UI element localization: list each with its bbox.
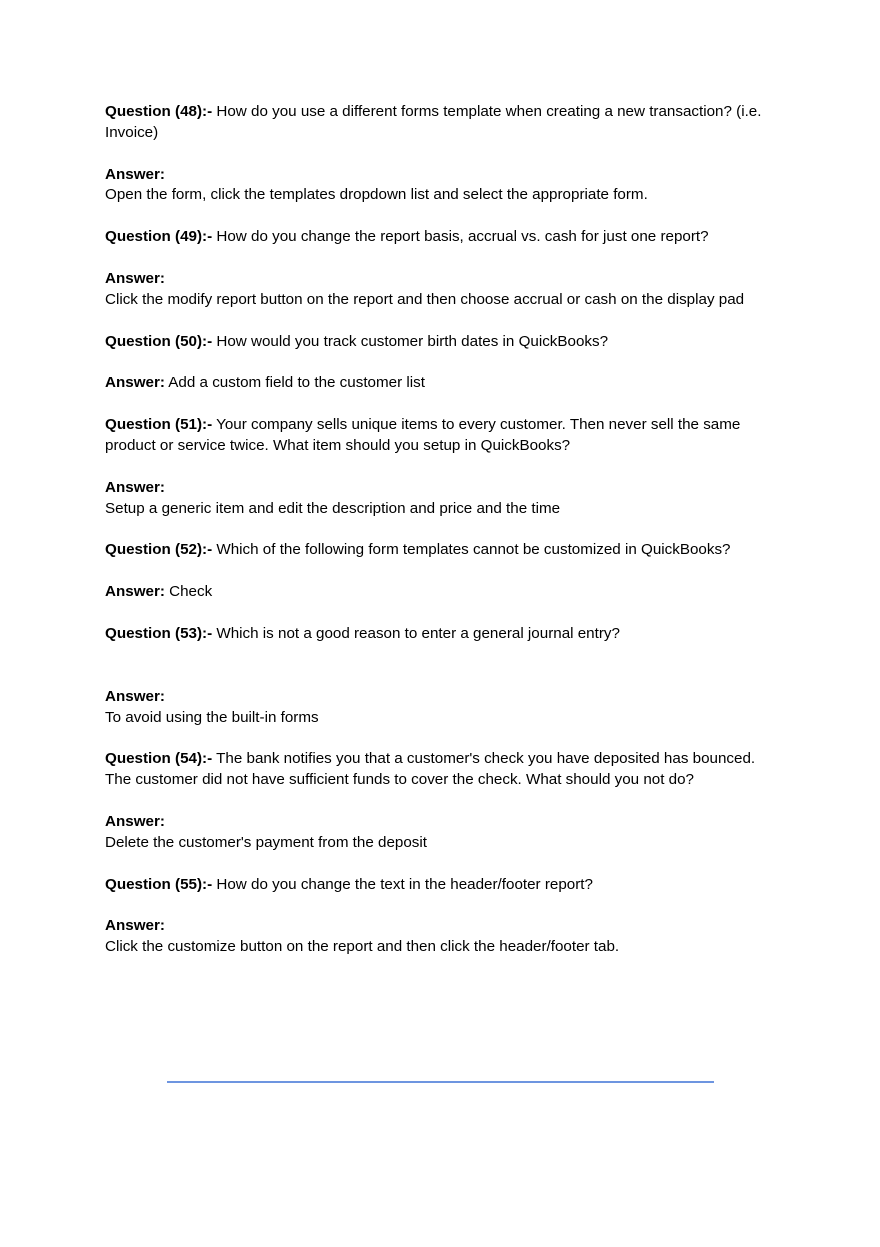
question-text: How do you change the text in the header/footer report?	[212, 875, 593, 893]
question-text: Which is not a good reason to enter a general journal entry?	[212, 624, 620, 642]
question-54	[105, 749, 785, 791]
question-label: Question (54):-	[105, 750, 213, 768]
answer-text: To avoid using the built-in forms	[105, 708, 319, 726]
question-text: How would you track customer birth dates in QuickBooks?	[212, 332, 609, 350]
question-text: Your company sells unique items to every customer. Then never sell the same product or service twice. What item should you setup in QuickBooks?	[105, 416, 741, 454]
question-53	[105, 624, 785, 645]
answer-label: Answer:	[105, 165, 165, 183]
question-label: Question (53):-	[105, 624, 213, 642]
answer-49	[105, 269, 785, 311]
question-50	[105, 332, 785, 353]
question-49	[105, 227, 785, 248]
question-text: The bank notifies you that a customer's check you have deposited has bounced. The customer did not have sufficient funds to cover the check. What should you not do?	[105, 750, 756, 789]
answer-51	[105, 478, 785, 520]
answer-label: Answer:	[105, 917, 165, 935]
answer-label: Answer:	[105, 812, 165, 830]
answer-text: Check	[164, 583, 213, 601]
answer-label: Answer:	[105, 687, 165, 705]
question-label: Question (52):-	[105, 541, 213, 559]
answer-text: Open the form, click the templates dropdown list and select the appropriate form.	[105, 186, 648, 204]
answer-label: Answer:	[105, 583, 165, 601]
answer-text: Add a custom field to the customer list	[164, 374, 425, 392]
answer-50	[105, 373, 785, 394]
question-text: How do you use a different forms template when creating a new transaction? (i.e. Invoice)	[105, 103, 762, 141]
question-label: Question (49):-	[105, 228, 213, 246]
answer-label: Answer:	[105, 478, 165, 496]
answer-52	[105, 582, 785, 603]
question-label: Question (51):-	[105, 416, 213, 434]
answer-text: Click the modify report button on the report and then choose accrual or cash on the display pad	[105, 290, 745, 308]
answer-text: Delete the customer's payment from the deposit	[105, 833, 427, 851]
question-text: Which of the following form templates cannot be customized in QuickBooks?	[212, 541, 731, 559]
answer-text: Setup a generic item and edit the description and price and the time	[105, 499, 561, 517]
question-52	[105, 540, 785, 561]
answer-text: Click the customize button on the report and then click the header/footer tab.	[105, 938, 620, 956]
question-55	[105, 875, 785, 896]
answer-label: Answer:	[105, 374, 165, 392]
answer-54	[105, 812, 785, 854]
question-51	[105, 415, 785, 457]
question-label: Question (48):-	[105, 103, 213, 120]
answer-label: Answer:	[105, 269, 165, 287]
question-48	[105, 102, 785, 144]
document-page	[105, 102, 785, 979]
question-label: Question (50):-	[105, 332, 213, 350]
footer-divider	[167, 1081, 714, 1083]
answer-53	[105, 687, 785, 729]
question-label: Question (55):-	[105, 875, 213, 893]
question-text: How do you change the report basis, accrual vs. cash for just one report?	[212, 228, 709, 246]
answer-55	[105, 916, 785, 958]
answer-48	[105, 165, 785, 207]
